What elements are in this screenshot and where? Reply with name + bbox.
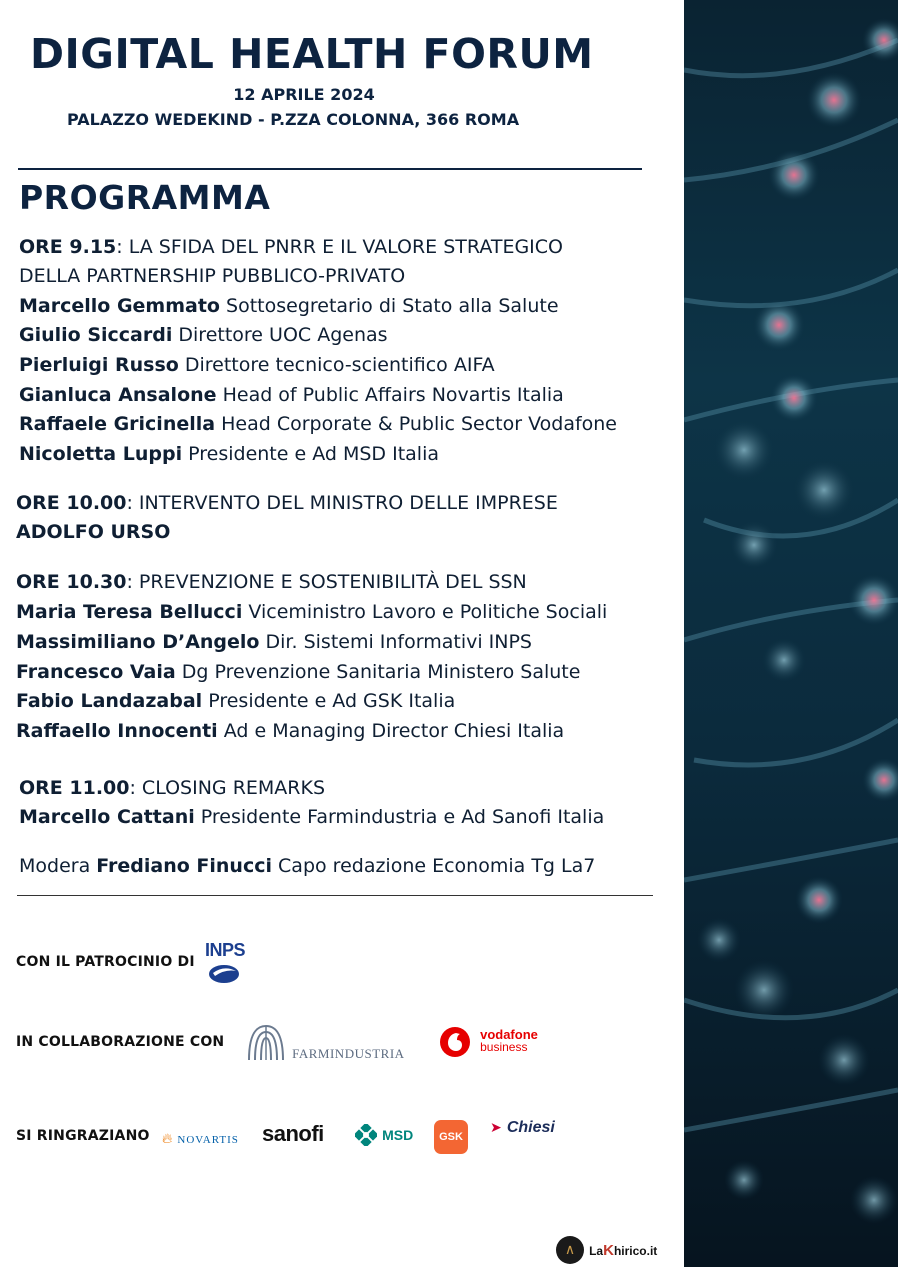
session-title-cont: DELLA PARTNERSHIP PUBBLICO-PRIVATO: [19, 265, 406, 287]
program-heading: PROGRAMMA: [19, 178, 271, 217]
speaker: Giulio Siccardi Direttore UOC Agenas: [19, 324, 388, 346]
event-date: 12 APRILE 2024: [233, 85, 375, 104]
minister-name: ADOLFO URSO: [16, 521, 171, 543]
speaker: Gianluca Ansalone Head of Public Affairs Novartis Italia: [19, 384, 564, 406]
patronage-label: CON IL PATROCINIO DI: [16, 954, 195, 970]
speaker: Maria Teresa Bellucci Viceministro Lavoro e Politiche Sociali: [16, 601, 608, 623]
lakhirico-k-glyph: K: [603, 1241, 614, 1259]
speaker: Nicoletta Luppi Presidente e Ad MSD Italia: [19, 443, 439, 465]
session-title: ORE 10.30: PREVENZIONE E SOSTENIBILITÀ DEL SSN: [16, 571, 527, 593]
speaker: Pierluigi Russo Direttore tecnico-scientifico AIFA: [19, 354, 495, 376]
novartis-flame-icon: 🔥︎: [162, 1131, 173, 1147]
event-title: DIGITAL HEALTH FORUM: [30, 30, 594, 78]
vodafone-business-logo: vodafone business: [439, 1026, 538, 1058]
sanofi-logo: sanofi: [262, 1121, 324, 1146]
moderator: Modera Frediano Finucci Capo redazione Economia Tg La7: [19, 855, 596, 877]
farmindustria-logo: FARMINDUSTRIA: [245, 1022, 405, 1062]
session-title: ORE 10.00: INTERVENTO DEL MINISTRO DELLE IMPRESE: [16, 492, 558, 514]
thanks-label: SI RINGRAZIANO: [16, 1128, 150, 1144]
speaker: Francesco Vaia Dg Prevenzione Sanitaria Ministero Salute: [16, 661, 581, 683]
novartis-logo: 🔥︎ NOVARTIS: [162, 1131, 239, 1147]
lakhirico-logo: ∧ LaKhirico.it: [556, 1236, 657, 1264]
speaker: Fabio Landazabal Presidente e Ad GSK Italia: [16, 690, 456, 712]
speaker: Raffaele Gricinella Head Corporate & Public Sector Vodafone: [19, 413, 618, 435]
collaboration-label: IN COLLABORAZIONE CON: [16, 1034, 225, 1050]
speaker: Marcello Gemmato Sottosegretario di Stato alla Salute: [19, 295, 559, 317]
farmindustria-emblem-icon: [245, 1022, 287, 1062]
inps-emblem-icon: [205, 961, 245, 985]
gsk-logo: GSK: [434, 1120, 468, 1154]
msd-logo: MSD: [355, 1124, 413, 1146]
inps-logo: INPS: [205, 940, 245, 988]
speaker: Marcello Cattani Presidente Farmindustria e Ad Sanofi Italia: [19, 806, 605, 828]
lakhirico-emblem-icon: ∧: [556, 1236, 584, 1264]
msd-emblem-icon: [355, 1124, 377, 1146]
molecule-decoration: [684, 0, 898, 1267]
session-title: ORE 9.15: LA SFIDA DEL PNRR E IL VALORE STRATEGICO: [19, 236, 564, 258]
session-title: ORE 11.00: CLOSING REMARKS: [19, 777, 326, 799]
chiesi-arrow-icon: ➤: [490, 1120, 502, 1136]
event-venue: PALAZZO WEDEKIND - P.ZZA COLONNA, 366 ROMA: [67, 110, 520, 129]
vodafone-speechmark-icon: [439, 1026, 471, 1058]
speaker: Raffaello Innocenti Ad e Managing Director Chiesi Italia: [16, 720, 565, 742]
chiesi-logo: ➤ Chiesi: [490, 1119, 555, 1136]
decorative-side-panel: [684, 0, 898, 1267]
header-divider: [18, 168, 642, 170]
speaker: Massimiliano D’Angelo Dir. Sistemi Informativi INPS: [16, 631, 532, 653]
footer-divider: [17, 895, 653, 896]
